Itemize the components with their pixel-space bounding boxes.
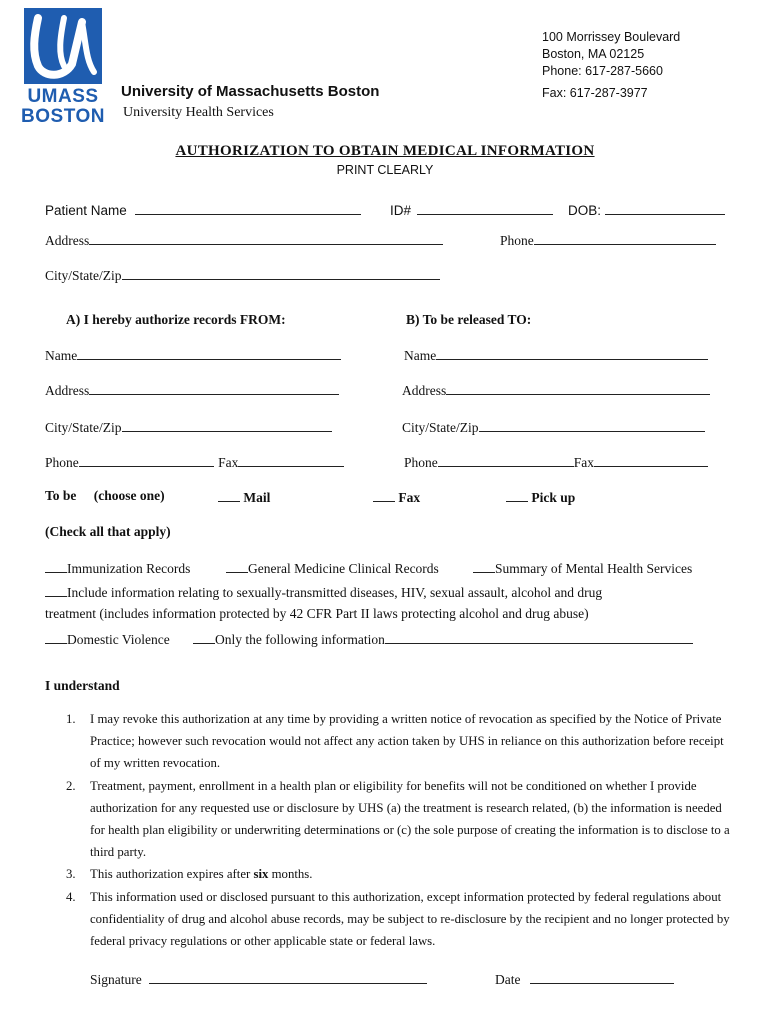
sensitive-info-label-cont: treatment (includes information protected by 42 CFR Part II laws protecting alcohol and drug abuse) bbox=[45, 606, 589, 621]
logo-emblem bbox=[24, 8, 102, 84]
from-name-field[interactable] bbox=[77, 346, 341, 360]
from-fax-field[interactable] bbox=[238, 453, 344, 467]
to-name-label: Name bbox=[404, 348, 437, 363]
only-following-label: Only the following information bbox=[215, 632, 385, 647]
patient-address-field[interactable] bbox=[89, 231, 443, 245]
form-title: AUTHORIZATION TO OBTAIN MEDICAL INFORMATION bbox=[175, 143, 595, 159]
id-label: ID# bbox=[390, 203, 412, 218]
from-name-label: Name bbox=[45, 348, 78, 363]
address-line-2: Boston, MA 02125 bbox=[542, 47, 645, 61]
dob-label: DOB: bbox=[568, 203, 602, 218]
from-address-field[interactable] bbox=[89, 381, 339, 395]
list-item: 1. I may revoke this authorization at any time by providing a written notice of revocation as specified by the Notice of Private Practice; however such revocation would not affect any action taken by UHS in reliance on this authorization before receipt of my written revocation. bbox=[66, 712, 724, 771]
university-name: University of Massachusetts Boston bbox=[121, 83, 380, 100]
list-item: 3. This authorization expires after six months. bbox=[66, 867, 313, 882]
date-label: Date bbox=[495, 972, 521, 987]
patient-name-field[interactable] bbox=[135, 201, 361, 215]
understand-list bbox=[64, 708, 734, 952]
to-phone-label: Phone bbox=[404, 455, 438, 470]
logo-boston-text: BOSTON bbox=[21, 106, 105, 127]
general-medicine-label: General Medicine Clinical Records bbox=[248, 561, 439, 576]
understand-heading: I understand bbox=[45, 678, 120, 693]
to-city-label: City/State/Zip bbox=[402, 420, 479, 435]
department-name: University Health Services bbox=[123, 105, 274, 120]
phone-number: Phone: 617-287-5660 bbox=[542, 64, 663, 78]
general-medicine-checkbox-line[interactable] bbox=[226, 559, 248, 573]
from-phone-label: Phone bbox=[45, 455, 79, 470]
fax-option-label: Fax bbox=[398, 490, 421, 505]
fax-checkbox-line[interactable] bbox=[373, 488, 395, 502]
logo-umass-text: UMASS bbox=[27, 86, 99, 107]
form-subtitle: PRINT CLEARLY bbox=[336, 163, 434, 177]
from-phone-field[interactable] bbox=[79, 453, 214, 467]
patient-city-field[interactable] bbox=[122, 266, 440, 280]
from-city-field[interactable] bbox=[122, 418, 332, 432]
date-field[interactable] bbox=[530, 970, 674, 984]
list-item: 2. Treatment, payment, enrollment in a health plan or eligibility for benefits will not be conditioned on whether I provide authorization for any requested use or disclosure by UHS (a) the treatment is research related, (b) the information is needed for health plan eligibility or underwriting determinations or (c) the sole purpose of creating the information is to disclose to a third party. bbox=[66, 778, 730, 860]
sensitive-info-checkbox-line[interactable] bbox=[45, 583, 67, 597]
option-fax[interactable] bbox=[373, 488, 420, 506]
to-address-label: Address bbox=[402, 383, 447, 398]
to-name-field[interactable] bbox=[436, 346, 708, 360]
sensitive-info-label: Include information relating to sexually-transmitted diseases, HIV, sexual assault, alcohol and drug bbox=[67, 585, 603, 600]
signature-label: Signature bbox=[90, 972, 142, 987]
pickup-checkbox-line[interactable] bbox=[506, 488, 528, 502]
from-fax-label: Fax bbox=[218, 455, 239, 470]
to-phone-field[interactable] bbox=[438, 453, 574, 467]
only-following-checkbox-line[interactable] bbox=[193, 630, 215, 644]
patient-address-label: Address bbox=[45, 233, 90, 248]
mail-label: Mail bbox=[243, 490, 271, 505]
mail-checkbox-line[interactable] bbox=[218, 488, 240, 502]
list-item: 4. This information used or disclosed pursuant to this authorization, except information protected by federal regulations about confidentiality of drug and alcohol abuse records, may be subject to re-disclosure by the recipient and no longer protected by federal privacy regulations or other applicable state or federal laws. bbox=[66, 889, 730, 949]
to-city-field[interactable] bbox=[479, 418, 705, 432]
logo-u-icon bbox=[24, 8, 102, 84]
patient-city-label: City/State/Zip bbox=[45, 268, 122, 283]
patient-phone-label: Phone bbox=[500, 233, 534, 248]
immunization-label: Immunization Records bbox=[67, 561, 191, 576]
from-city-label: City/State/Zip bbox=[45, 420, 122, 435]
pickup-label: Pick up bbox=[531, 490, 576, 505]
to-address-field[interactable] bbox=[446, 381, 710, 395]
section-b-heading: B) To be released TO: bbox=[406, 312, 532, 327]
choose-one-label: (choose one) bbox=[93, 488, 165, 503]
from-address-label: Address bbox=[45, 383, 90, 398]
option-pickup[interactable] bbox=[506, 488, 575, 506]
to-fax-field[interactable] bbox=[594, 453, 708, 467]
to-fax-label: Fax bbox=[573, 455, 594, 470]
id-field[interactable] bbox=[417, 201, 553, 215]
domestic-violence-checkbox-line[interactable] bbox=[45, 630, 67, 644]
to-be-label: To be bbox=[45, 488, 77, 503]
option-mail[interactable] bbox=[218, 488, 270, 506]
mental-health-label: Summary of Mental Health Services bbox=[495, 561, 693, 576]
mental-health-checkbox-line[interactable] bbox=[473, 559, 495, 573]
umass-boston-logo bbox=[20, 8, 106, 127]
fax-number: Fax: 617-287-3977 bbox=[542, 86, 648, 100]
address-line-1: 100 Morrissey Boulevard bbox=[542, 30, 681, 44]
patient-name-label: Patient Name bbox=[45, 203, 127, 218]
section-a-heading: A) I hereby authorize records FROM: bbox=[66, 312, 286, 327]
six-months-emphasis: six bbox=[253, 867, 269, 882]
domestic-violence-label: Domestic Violence bbox=[67, 632, 170, 647]
immunization-checkbox-line[interactable] bbox=[45, 559, 67, 573]
patient-phone-field[interactable] bbox=[534, 231, 716, 245]
only-following-field[interactable] bbox=[385, 630, 693, 644]
check-all-label: (Check all that apply) bbox=[45, 524, 171, 539]
dob-field[interactable] bbox=[605, 201, 725, 215]
signature-field[interactable] bbox=[149, 970, 427, 984]
